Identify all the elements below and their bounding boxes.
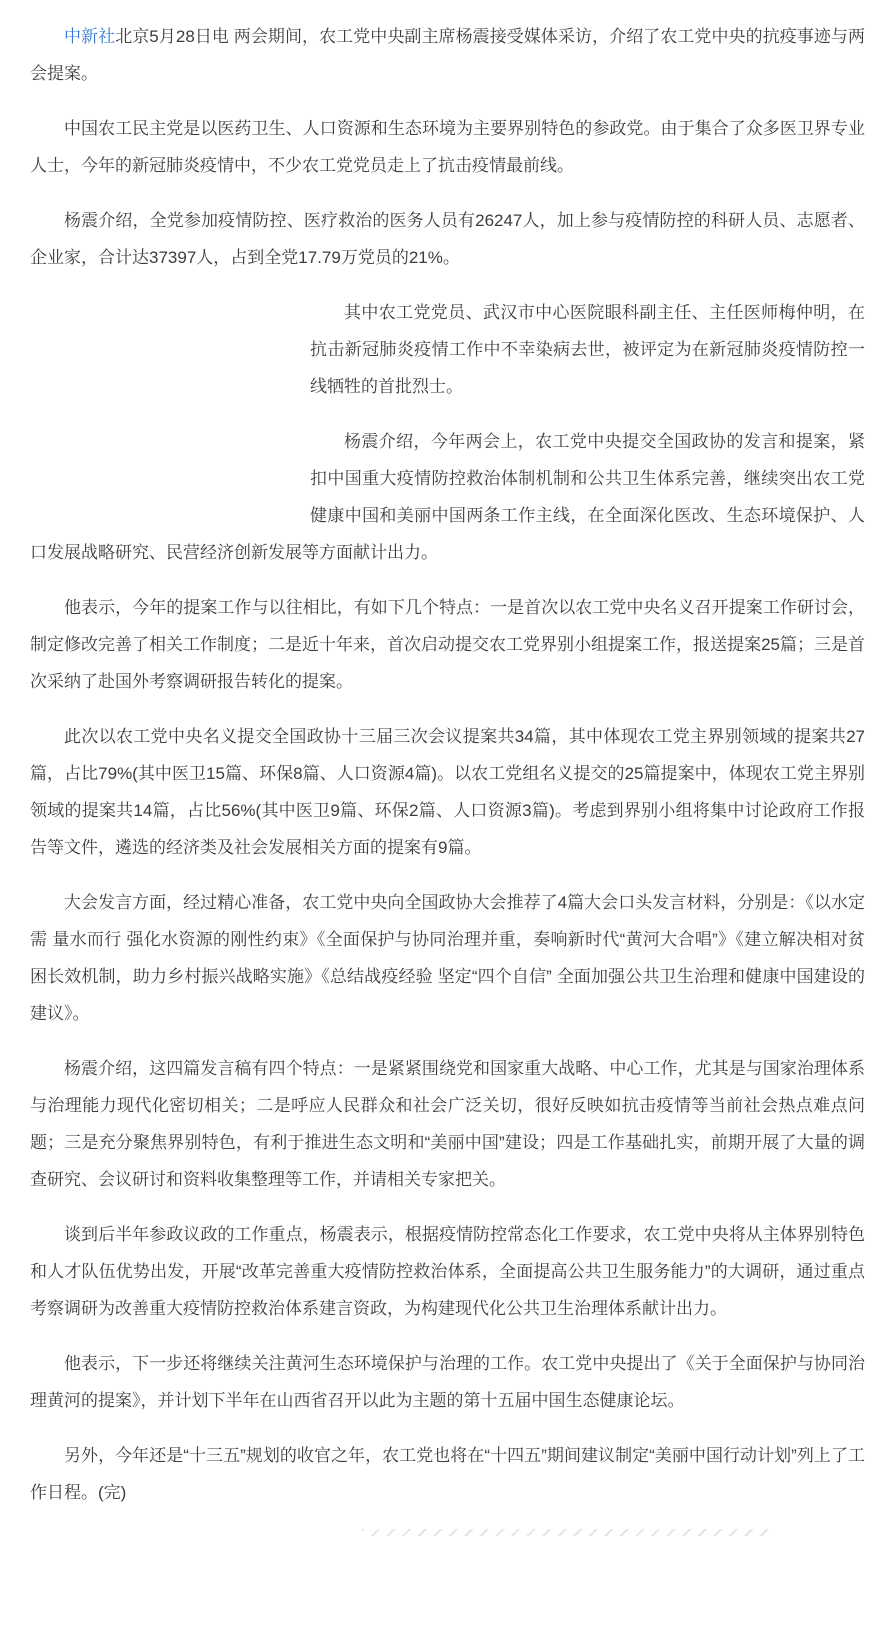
lead-paragraph-text: 北京5月28日电 两会期间，农工党中央副主席杨震接受媒体采访，介绍了农工党中央的抗疫事迹与两会提案。: [30, 27, 865, 83]
paragraph-speech-features: 杨震介绍，这四篇发言稿有四个特点：一是紧紧围绕党和国家重大战略、中心工作，尤其是与国家治理体系与治理能力现代化密切相关；二是呼应人民群众和社会广泛关切，很好反映如抗击疫情等当前社会热点难点问题；三是充分聚焦界别特色，有利于推进生态文明和“美丽中国”建设；四是工作基础扎实，前期开展了大量的调查研究、会议研讨和资料收集整理等工作，并请相关专家把关。: [30, 1059, 865, 1189]
paragraph-yellow-river: 他表示，下一步还将继续关注黄河生态环境保护与治理的工作。农工党中央提出了《关于全面保护与协同治理黄河的提案》，并计划下半年在山西省召开以此为主题的第十五届中国生态健康论坛。: [30, 1354, 865, 1410]
paragraph-martyr: [30, 294, 865, 405]
paragraph-party-intro: 中国农工民主党是以医药卫生、人口资源和生态环境为主要界别特色的参政党。由于集合了众多医卫界专业人士，今年的新冠肺炎疫情中，不少农工党党员走上了抗击疫情最前线。: [30, 119, 865, 175]
paragraph-two-sessions-focus: 杨震介绍，今年两会上，农工党中央提交全国政协的发言和提案，紧扣中国重大疫情防控救治体制机制和公共卫生体系完善，继续突出农工党健康中国和美丽中国两条工作主线，在全面深化医改、生态环境保护、人口发展战略研究、民营经济创新发展等方面献计出力。: [30, 432, 865, 562]
paragraph-member-numbers: 杨震介绍，全党参加疫情防控、医疗救治的医务人员有26247人，加上参与疫情防控的科研人员、志愿者、企业家，合计达37397人，占到全党17.79万党员的21%。: [30, 211, 865, 267]
source-link[interactable]: 中新社: [64, 27, 116, 46]
dashed-divider: [362, 1529, 770, 1536]
paragraph-proposal-features: 他表示，今年的提案工作与以往相比，有如下几个特点：一是首次以农工党中央名义召开提案工作研讨会，制定修改完善了相关工作制度；二是近十年来，首次启动提交农工党界别小组提案工作，报送提案25篇；三是首次采纳了赴国外考察调研报告转化的提案。: [30, 598, 865, 691]
paragraph-proposal-statistics: 此次以农工党中央名义提交全国政协十三届三次会议提案共34篇，其中体现农工党主界别领域的提案共27篇，占比79%(其中医卫15篇、环保8篇、人口资源4篇)。以农工党组名义提交的25篇提案中，体现农工党主界别领域的提案共14篇，占比56%(其中医卫9篇、环保2篇、人口资源3篇)。考虑到界别小组将集中讨论政府工作报告等文件，遴选的经济类及社会发展相关方面的提案有9篇。: [30, 727, 865, 857]
paragraph-closing: 另外，今年还是“十三五”规划的收官之年，农工党也将在“十四五”期间建议制定“美丽中国行动计划”列上了工作日程。(完): [30, 1446, 865, 1502]
article-body: [0, 18, 895, 1536]
lead-paragraph: [30, 18, 865, 92]
paragraph-speeches: 大会发言方面，经过精心准备，农工党中央向全国政协大会推荐了4篇大会口头发言材料，分别是：《以水定需 量水而行 强化水资源的刚性约束》《全面保护与协同治理并重，奏响新时代“黄河大合唱”》《建立解决相对贫困长效机制，助力乡村振兴战略实施》《总结战疫经验 坚定“四个自信” 全面加强公共卫生治理和健康中国建设的建议》。: [30, 893, 865, 1023]
image-placeholder: [30, 294, 310, 530]
paragraph-second-half-plan: 谈到后半年参政议政的工作重点，杨震表示，根据疫情防控常态化工作要求，农工党中央将从主体界别特色和人才队伍优势出发，开展“改革完善重大疫情防控救治体系，全面提高公共卫生服务能力”的大调研，通过重点考察调研为改善重大疫情防控救治体系建言资政，为构建现代化公共卫生治理体系献计出力。: [30, 1225, 865, 1318]
paragraph-martyr-text: 其中农工党党员、武汉市中心医院眼科副主任、主任医师梅仲明，在抗击新冠肺炎疫情工作中不幸染病去世，被评定为在新冠肺炎疫情防控一线牺牲的首批烈士。: [310, 303, 865, 396]
